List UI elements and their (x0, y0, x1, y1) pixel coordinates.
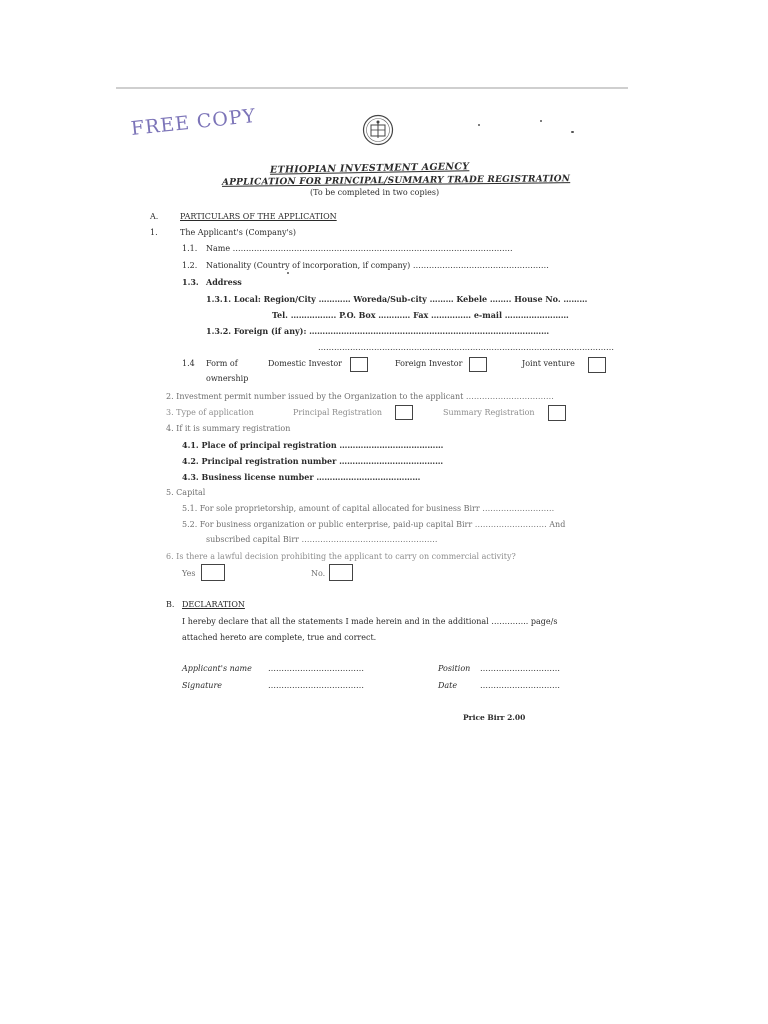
name-field: Name …………………………………………………………………………………………… (206, 244, 513, 253)
summary-registration-heading: 4. If it is summary registration (166, 424, 291, 433)
foreign-investor-label: Foreign Investor (395, 359, 463, 368)
declaration-line-1: I hereby declare that all the statements I made herein and in the additional ………….. page/s (182, 617, 558, 626)
foreign-investor-checkbox[interactable] (469, 357, 487, 372)
joint-venture-label: Joint venture (522, 359, 575, 368)
foreign-address-line-2: ………………………………………………………………………………………………… (318, 343, 614, 352)
application-type-label: 3. Type of application (166, 408, 254, 417)
agency-emblem-icon (362, 114, 394, 146)
paid-up-capital: 5.2. For business organization or public enterprise, paid-up capital Birr ……………………… And (182, 520, 566, 529)
applicant-name-label: Applicant's name (182, 664, 252, 673)
summary-registration-checkbox[interactable] (548, 405, 566, 421)
form-price: Price Birr 2.00 (463, 713, 526, 722)
form-number: 1.4 (182, 359, 195, 368)
principal-registration-checkbox[interactable] (395, 405, 413, 420)
section-a-letter: A. (150, 212, 159, 221)
date-field[interactable]: ………………………… (480, 681, 560, 690)
domestic-investor-label: Domestic Investor (268, 359, 342, 368)
domestic-investor-checkbox[interactable] (350, 357, 368, 372)
joint-venture-checkbox[interactable] (588, 357, 606, 373)
scan-speck (287, 272, 289, 274)
applicant-name-field[interactable]: ……………………………… (268, 664, 364, 673)
ownership-label: ownership (206, 374, 249, 383)
place-of-principal-registration: 4.1. Place of principal registration ………………………………… (182, 440, 444, 450)
foreign-address-line-1: 1.3.2. Foreign (if any): ……………………………………………………………………………… (206, 326, 550, 336)
section-b-letter: B. (166, 600, 175, 609)
summary-registration-label: Summary Registration (443, 408, 535, 417)
local-address-line-2: Tel. …………….. P.O. Box ………… Fax …………… e-mail …………………… (272, 310, 569, 320)
nationality-field: Nationality (Country of incorporation, if company) …………………………………………… (206, 261, 549, 270)
scan-speck (540, 120, 542, 122)
declaration-line-2: attached hereto are complete, true and correct. (182, 633, 377, 642)
yes-label: Yes (182, 569, 196, 578)
position-label: Position (438, 664, 471, 673)
position-field[interactable]: ………………………… (480, 664, 560, 673)
no-label: No. (311, 569, 326, 578)
no-checkbox[interactable] (329, 564, 353, 581)
local-address-line-1: 1.3.1. Local: Region/City ………… Woreda/Sub-city ……… Kebele …….. House No. ……… (206, 294, 588, 304)
date-label: Date (438, 681, 458, 690)
copies-note: (To be completed in two copies) (310, 188, 440, 197)
principal-registration-number: 4.2. Principal registration number ………………………………… (182, 456, 444, 466)
principal-registration-label: Principal Registration (293, 408, 383, 417)
scan-top-edge (116, 87, 628, 89)
address-number: 1.3. (182, 277, 199, 287)
declaration-heading: DECLARATION (182, 600, 245, 609)
nationality-number: 1.2. (182, 261, 198, 270)
agency-name: ETHIOPIAN INVESTMENT AGENCY (269, 161, 470, 176)
subscribed-capital: subscribed capital Birr …………………………………………… (206, 535, 438, 544)
scan-speck (571, 131, 574, 133)
signature-field[interactable]: ……………………………… (268, 681, 364, 690)
investment-permit-field: 2. Investment permit number issued by the Organization to the applicant …………………………… (166, 392, 554, 401)
name-number: 1.1. (182, 244, 198, 253)
item-1-label: The Applicant's (Company's) (180, 228, 296, 237)
sole-proprietorship-capital: 5.1. For sole proprietorship, amount of capital allocated for business Birr ……………………… (182, 504, 555, 513)
form-title: APPLICATION FOR PRINCIPAL/SUMMARY TRADE REGISTRATION (221, 174, 571, 188)
form-of-label: Form of (206, 359, 238, 368)
yes-checkbox[interactable] (201, 564, 225, 581)
free-copy-stamp: FREE COPY (129, 104, 258, 140)
scan-speck (478, 124, 480, 126)
section-a-heading: PARTICULARS OF THE APPLICATION (180, 212, 337, 221)
signature-label: Signature (182, 681, 223, 690)
capital-heading: 5. Capital (166, 488, 206, 497)
lawful-decision-question: 6. Is there a lawful decision prohibiting the applicant to carry on commercial activity? (166, 552, 516, 561)
business-license-number: 4.3. Business license number ………………………………… (182, 472, 421, 482)
item-1-number: 1. (150, 228, 158, 237)
address-label: Address (206, 277, 242, 287)
